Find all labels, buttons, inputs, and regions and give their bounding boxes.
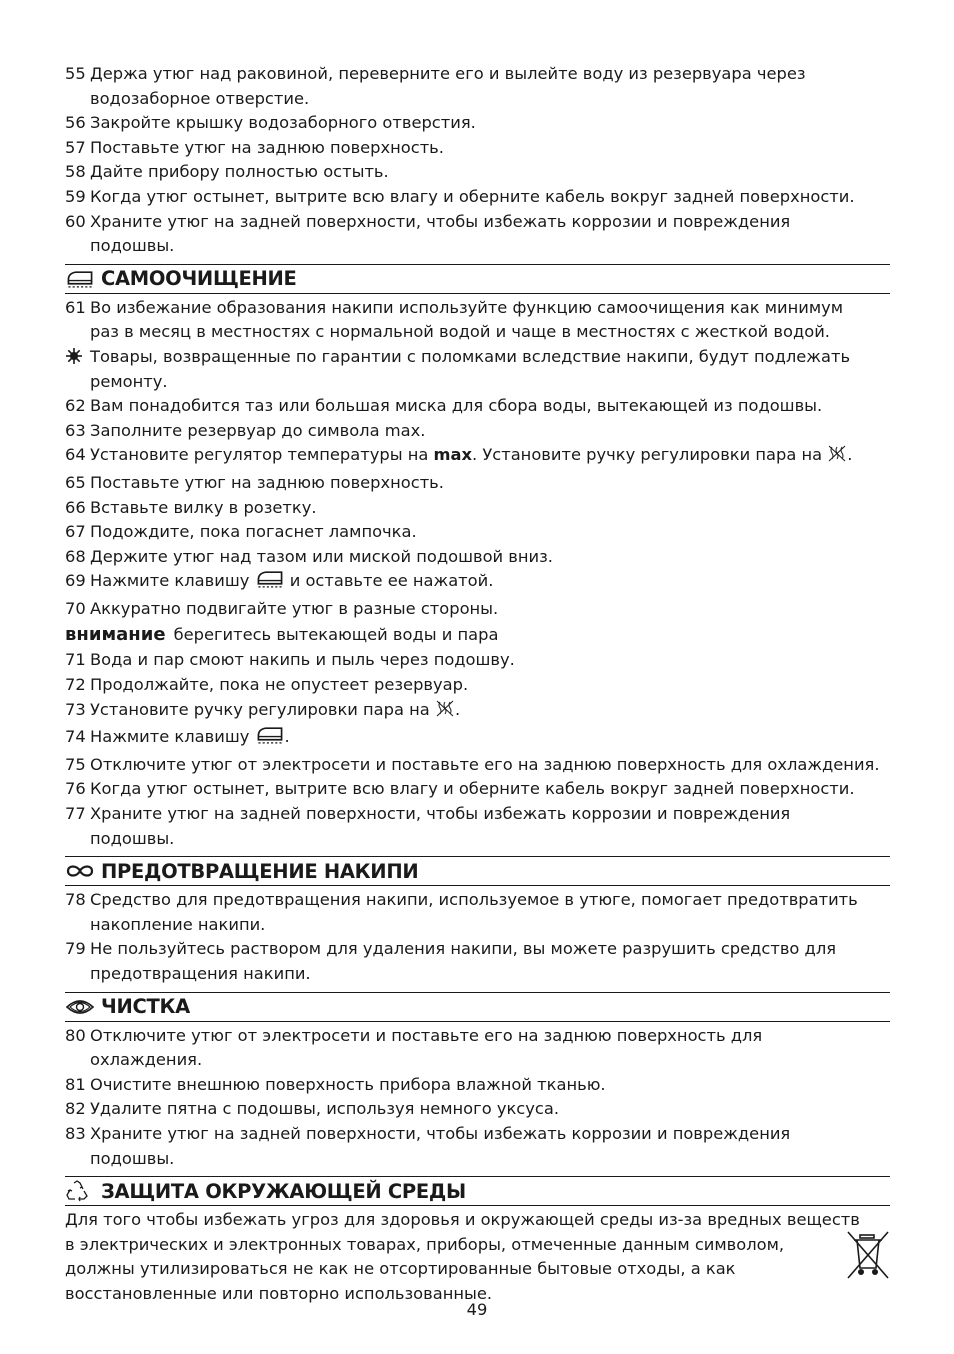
- warning-line: [65, 621, 891, 648]
- item-text: Когда утюг остынет, вытрите всю влагу и оберните кабель вокруг задней поверхности.: [90, 779, 855, 799]
- max-label: max: [433, 445, 472, 465]
- warning-label: внимание: [65, 624, 166, 646]
- list-item: [65, 394, 891, 419]
- item-text-part: . Установите ручку регулировки пара на: [472, 445, 828, 465]
- item-text: Храните утюг на задней поверхности, чтобы избежать коррозии и повреждения: [90, 804, 791, 824]
- item-text-continued: подошвы.: [90, 1148, 175, 1168]
- item-text: Очистите внешнюю поверхность прибора влажной тканью.: [90, 1074, 606, 1094]
- page-number: 49: [466, 1300, 488, 1319]
- item-text: Храните утюг на задней поверхности, чтобы избежать коррозии и повреждения: [90, 211, 791, 231]
- item-text-continued: накопление накипи.: [90, 914, 266, 934]
- item-text-continued: подошвы.: [90, 828, 175, 848]
- list-item: [65, 569, 891, 597]
- item-number: 70: [65, 598, 86, 618]
- item-text-continued: раз в месяц в местностях с нормальной водой и чаще в местностях с жесткой водой.: [90, 322, 830, 342]
- item-text: Вода и пар смоют накипь и пыль через подошву.: [90, 650, 515, 670]
- item-text-part: .: [284, 727, 290, 747]
- section-title: САМООЧИЩЕНИЕ: [101, 267, 297, 291]
- item-number: 73: [65, 699, 86, 719]
- item-text: Поставьте утюг на заднюю поверхность.: [90, 472, 444, 492]
- item-number: 66: [65, 497, 86, 517]
- item-text: Вам понадобится таз или большая миска для сбора воды, вытекающей из подошвы.: [90, 396, 823, 416]
- section-heading-environment: [65, 1176, 890, 1206]
- item-text-part: Установите ручку регулировки пара на: [90, 699, 435, 719]
- list-item: [65, 210, 891, 235]
- recycle-icon: [65, 1180, 101, 1202]
- item-number: 63: [65, 420, 86, 440]
- item-text-part: Нажмите клавишу: [90, 571, 255, 591]
- item-number: 56: [65, 113, 86, 133]
- item-number: 79: [65, 939, 86, 959]
- list-item: [65, 673, 891, 698]
- item-text-continued: водозаборное отверстие.: [90, 88, 310, 108]
- item-text: [90, 443, 891, 471]
- section-title: ЧИСТКА: [101, 995, 190, 1019]
- item-text: Во избежание образования накипи используйте функцию самоочищения как минимум: [90, 297, 844, 317]
- item-number: 60: [65, 211, 86, 231]
- anti-scale-infinity-icon: [65, 863, 101, 879]
- item-number: 72: [65, 675, 86, 695]
- section-heading-self-clean: [65, 264, 890, 294]
- list-item: [65, 443, 891, 471]
- environment-block: [65, 1208, 891, 1306]
- list-item: [65, 1073, 891, 1098]
- item-text: [90, 698, 891, 726]
- list-item: [65, 520, 891, 545]
- item-text: Дайте прибору полностью остыть.: [90, 162, 389, 182]
- item-number: 81: [65, 1074, 86, 1094]
- item-text: Аккуратно подвигайте утюг в разные стороны.: [90, 598, 499, 618]
- list-item: [65, 111, 891, 136]
- list-item: [65, 1024, 891, 1049]
- list-item: [65, 597, 891, 622]
- item-text-part: и оставьте ее нажатой.: [284, 571, 494, 591]
- item-text-part: Нажмите клавишу: [90, 727, 255, 747]
- list-item: [65, 777, 891, 802]
- item-number: 75: [65, 754, 86, 774]
- item-text-part: .: [454, 699, 461, 719]
- list-item: [65, 1122, 891, 1147]
- item-text: Поставьте утюг на заднюю поверхность.: [90, 137, 444, 157]
- item-number: 76: [65, 779, 86, 799]
- crossed-out-bin-icon: [845, 1230, 891, 1286]
- section-title: ЗАЩИТА ОКРУЖАЮЩЕЙ СРЕДЫ: [101, 1179, 466, 1203]
- item-number: 71: [65, 650, 86, 670]
- list-item: [65, 419, 891, 444]
- item-text: Закройте крышку водозаборного отверстия.: [90, 113, 476, 133]
- item-text: Когда утюг остынет, вытрите всю влагу и оберните кабель вокруг задней поверхности.: [90, 186, 855, 206]
- item-number: 62: [65, 396, 86, 416]
- item-number: 67: [65, 522, 86, 542]
- list-item: [65, 136, 891, 161]
- item-text-continued: предотвращения накипи.: [90, 964, 311, 983]
- item-number: 57: [65, 137, 86, 157]
- item-number: 83: [65, 1123, 86, 1143]
- item-text: Удалите пятна с подошвы, используя немного уксуса.: [90, 1099, 559, 1119]
- item-number: 59: [65, 186, 86, 206]
- list-item: [65, 296, 891, 321]
- list-item: [65, 753, 891, 778]
- iron-self-clean-icon: [255, 569, 285, 597]
- list-item: [65, 802, 891, 827]
- item-text: Не пользуйтесь раствором для удаления накипи, вы можете разрушить средство для: [90, 939, 837, 959]
- item-text: [90, 725, 891, 753]
- item-text: [90, 569, 891, 597]
- item-text: Продолжайте, пока не опустеет резервуар.: [90, 675, 469, 695]
- item-text: Отключите утюг от электросети и поставьте его на заднюю поверхность для охлаждения.: [90, 754, 880, 774]
- list-item: [65, 185, 891, 210]
- list-item: [65, 62, 891, 87]
- item-number: 77: [65, 804, 86, 824]
- note-text-continued: ремонту.: [90, 371, 168, 391]
- section-title: ПРЕДОТВРАЩЕНИЕ НАКИПИ: [101, 859, 419, 883]
- iron-self-clean-icon: [65, 269, 101, 289]
- iron-self-clean-icon: [255, 725, 285, 753]
- list-item: [65, 545, 891, 570]
- environment-text: должны утилизироваться не как не отсортированные бытовые отходы, а как: [65, 1259, 736, 1279]
- item-text: Вставьте вилку в розетку.: [90, 497, 317, 517]
- list-item: [65, 496, 891, 521]
- list-item: [65, 937, 891, 962]
- section-heading-anti-scale: [65, 856, 890, 886]
- environment-text: Для того чтобы избежать угроз для здоровья и окружающей среды из-за вредных веществ: [65, 1210, 860, 1230]
- item-number: 64: [65, 445, 86, 465]
- list-item: [65, 725, 891, 753]
- item-text: Держа утюг над раковиной, переверните его и вылейте воду из резервуара через: [90, 64, 806, 83]
- item-text-part: .: [847, 445, 853, 465]
- list-item: [65, 160, 891, 185]
- item-text: Подождите, пока погаснет лампочка.: [90, 522, 417, 542]
- steam-off-icon: [435, 699, 455, 726]
- item-text: Отключите утюг от электросети и поставьте его на заднюю поверхность для: [90, 1025, 763, 1045]
- eye-cleaning-icon: [65, 998, 101, 1016]
- item-number: 80: [65, 1025, 86, 1045]
- warning-text: берегитесь вытекающей воды и пара: [173, 625, 499, 645]
- list-item: [65, 648, 891, 673]
- environment-text: восстановленные или повторно использованные.: [65, 1283, 493, 1303]
- item-text-continued: охлаждения.: [90, 1050, 203, 1070]
- item-text: Средство для предотвращения накипи, используемое в утюге, помогает предотвратить: [90, 890, 858, 910]
- item-number: 78: [65, 890, 86, 910]
- list-item: [65, 698, 891, 726]
- list-item: [65, 471, 891, 496]
- environment-text: в электрических и электронных товарах, приборы, отмеченные данным символом,: [65, 1234, 785, 1254]
- item-text-continued: подошвы.: [90, 236, 175, 256]
- note-text: Товары, возвращенные по гарантии с поломками вследствие накипи, будут подлежать: [90, 346, 851, 366]
- item-text-part: Установите регулятор температуры на: [90, 445, 434, 465]
- document-page: [65, 62, 891, 1307]
- item-number: 82: [65, 1099, 86, 1119]
- item-number: 55: [65, 64, 86, 83]
- item-number: 74: [65, 727, 86, 747]
- note-item: [65, 345, 891, 370]
- steam-off-icon: [827, 444, 847, 471]
- item-number: 61: [65, 297, 86, 317]
- item-text: Заполните резервуар до символа max.: [90, 420, 426, 440]
- star-burst-icon: [65, 345, 90, 370]
- list-item: [65, 1097, 891, 1122]
- list-item: [65, 888, 891, 913]
- item-text: Держите утюг над тазом или миской подошвой вниз.: [90, 546, 553, 566]
- item-number: 58: [65, 162, 86, 182]
- item-number: 69: [65, 571, 86, 591]
- section-heading-cleaning: [65, 992, 890, 1022]
- item-number: 68: [65, 546, 86, 566]
- item-number: 65: [65, 472, 86, 492]
- item-text: Храните утюг на задней поверхности, чтобы избежать коррозии и повреждения: [90, 1123, 791, 1143]
